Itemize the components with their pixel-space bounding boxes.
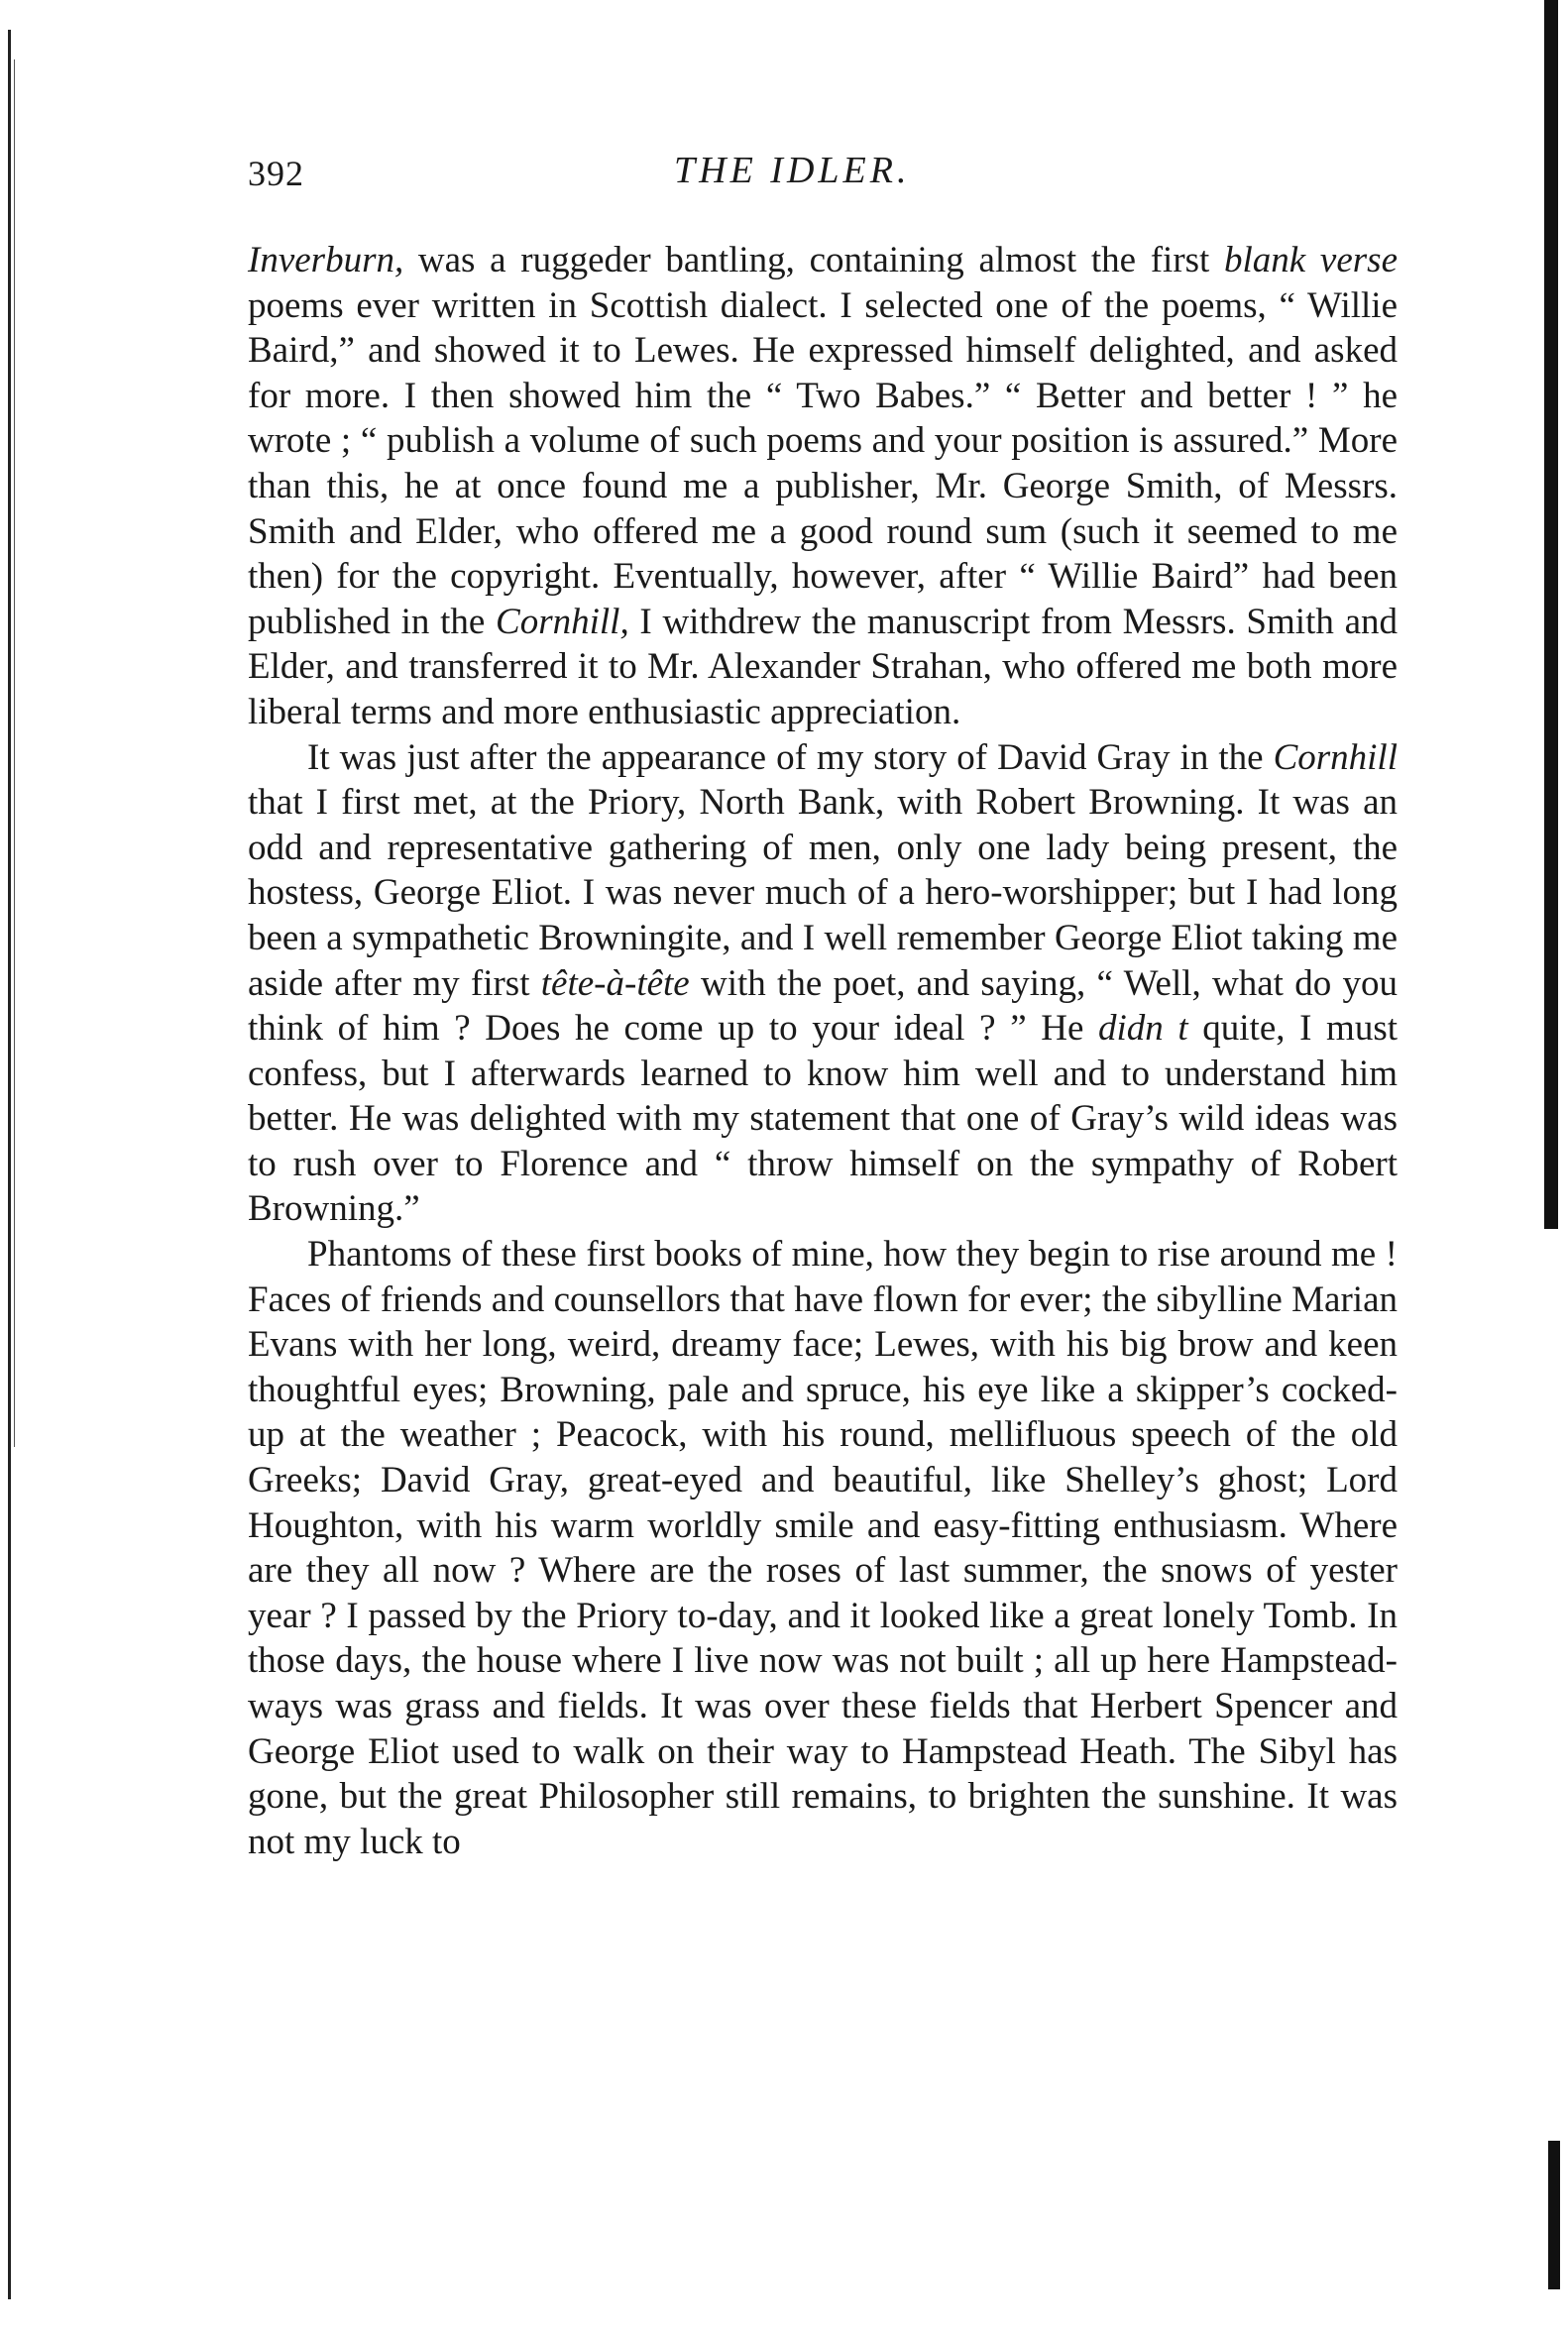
- text-run: poems ever written in Scottish dialect. I selected one of the poems, “ Willie Baird,” and showed it to Lewes. He expressed himself delighted, and asked for more. I then showed him the “ Two Babes.” “ Better and better ! ” he wrote ; “ publish a volume of such poems and your position is assured.” More than this, he at once found me a publisher, Mr. George Smith, of Messrs. Smith and Elder, who offered me a good round sum (such it seemed to me then) for the copyright. Eventually, however, after “ Willie Baird” had been published in the: [248, 284, 1398, 642]
- journal-title: THE IDLER.: [674, 150, 911, 191]
- italic-text: blank verse: [1224, 240, 1398, 280]
- italic-text: Cornhill: [1273, 736, 1398, 778]
- italic-text: didn t: [1097, 1008, 1188, 1050]
- scan-edge-right-bottom: [1548, 2141, 1560, 2289]
- body-text: [248, 238, 1398, 1864]
- text-run: Phantoms of these first books of mine, how they begin to rise around me ! Faces of friends and counsellors that have flown for ever; the sibylline Marian Evans with her long, weird, dreamy face; Lewes, with his big brow and keen thoughtful eyes; Browning, pale and spruce, his eye like a skipper’s cocked-up at the weather ; Peacock, with his round, mellifluous speech of the old Greeks; David Gray, great-eyed and beautiful, like Shelley’s ghost; Lord Houghton, with his warm worldly smile and easy-fitting enthusiasm. Where are they all now ? Where are the roses of last summer, the snows of yester year ? I passed by the Priory to-day, and it looked like a great lonely Tomb. In those days, the house where I live now was not built ; all up here Hampstead-ways was grass and fields. It was over these fields that Herbert Spencer and George Eliot used to walk on their way to Hampstead Heath. The Sibyl has gone, but the great Philosopher still remains, to brighten the sunshine. It was not my luck to: [248, 1234, 1398, 1862]
- text-run: I withdrew the manuscript from Messrs. Smith and Elder, and transferred it to Mr. Alexander Strahan, who offered me both more liberal terms and more enthusiastic appreciation.: [248, 601, 1398, 732]
- scan-edge-left-inner: [14, 59, 15, 1447]
- running-head: [248, 149, 1398, 198]
- scan-edge-left: [8, 30, 11, 2299]
- italic-text: tête-à-tête: [540, 962, 690, 1004]
- text-run: that I first met, at the Priory, North Bank, with Robert Browning. It was an odd and representative gathering of men, only one lady being present, the hostess, George Eliot. I was never much of a hero-worshipper; but I had long been a sympathetic Browningite, and I well remember George Eliot taking me aside after my first: [248, 782, 1398, 1004]
- text-run: with the poet, and saying, “ Well, what do you think of him ? Does he come up to your ideal ? ” He: [248, 962, 1399, 1050]
- italic-text: Cornhill,: [496, 601, 629, 642]
- paragraph: [248, 1232, 1398, 1864]
- paragraph: [248, 735, 1398, 1233]
- text-run: quite, I must confess, but I afterwards learned to know him well and to understand him better. He was delighted with my statement that one of Gray’s wild ideas was to rush over to Florence and “ throw himself on the sympathy of Robert Browning.”: [248, 1008, 1398, 1230]
- paragraph: [248, 238, 1398, 735]
- scan-edge-right: [1544, 0, 1558, 1229]
- italic-text: Inverburn,: [248, 240, 404, 280]
- text-run: It was just after the appearance of my story of David Gray in the: [307, 736, 1274, 778]
- page-number: 392: [248, 154, 304, 193]
- text-run: was a ruggeder bantling, containing almost the first: [403, 240, 1225, 280]
